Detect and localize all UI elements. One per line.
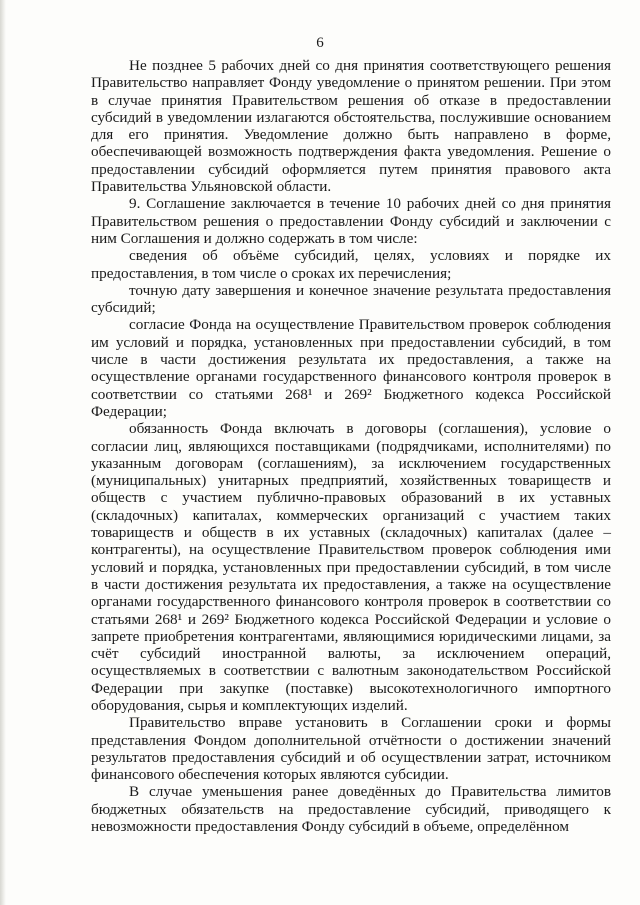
- paragraph-completion-date: точную дату завершения и конечное значение результата предоставления субсидий;: [91, 281, 611, 317]
- scan-edge-shadow: [0, 0, 6, 905]
- paragraph-reporting: Правительство вправе установить в Соглашении сроки и формы представления Фондом дополнительной отчётности о достижении значений результатов предоставления субсидий и об осуществлении затрат, источником финансового обеспечения которых являются субсидии.: [91, 714, 611, 784]
- document-body: [91, 57, 611, 835]
- paragraph-subsidy-info: сведения об объёме субсидий, целях, условиях и порядке их предоставления, в том числе о сроках их перечисления;: [91, 247, 611, 282]
- paragraph-fund-obligation: обязанность Фонда включать в договоры (соглашения), условие о согласии лиц, являющихся поставщиками (подрядчиками, исполнителями) по указанным договорам (соглашениям), за исключением государственных (муниципальных) унитарных предприятий, хозяйственных товариществ и обществ с участием публично-правовых образований в их уставных (складочных) капиталах, коммерческих организаций с участием таких товариществ и обществ в их уставных (складочных) капиталах (далее – контрагенты), на осуществление Правительством проверок соблюдения ими условий и порядка, установленных при предоставлении субсидий, в том числе в части достижения результата их предоставления, а также на осуществление органами государственного финансового контроля проверок в соответствии со статьями 268¹ и 269² Бюджетного кодекса Российской Федерации и условие о запрете приобретения контрагентами, являющимися юридическими лицами, за счёт субсидий иностранной валюты, за исключением операций, осуществляемых в соответствии с валютным законодательством Российской Федерации при закупке (поставке) высокотехнологичного импортного оборудования, сырья и комплектующих изделий.: [91, 420, 611, 714]
- page-number: 6: [316, 35, 324, 51]
- paragraph-fund-consent: согласие Фонда на осуществление Правительством проверок соблюдения им условий и порядка, установленных при предоставлении субсидий, в том числе в части достижения результата их предоставления, а также на осуществление органами государственного финансового контроля проверок в соответствии со статьями 268¹ и 269² Бюджетного кодекса Российской Федерации;: [91, 316, 611, 420]
- paragraph-reduction: В случае уменьшения ранее доведённых до Правительства лимитов бюджетных обязательств на предоставление субсидий, приводящего к невозможности предоставления Фонду субсидий в объеме, определённом: [91, 783, 611, 836]
- paragraph-notification: Не позднее 5 рабочих дней со дня принятия соответствующего решения Правительство направляет Фонду уведомление о принятом решении. При этом в случае принятия Правительством решения об отказе в предоставлении субсидий в уведомлении излагаются обстоятельства, послужившие основанием для его принятия. Уведомление должно быть направлено в форме, обеспечивающей возможность подтверждения факта уведомления. Решение о предоставлении субсидий оформляется путем принятия правового акта Правительства Ульяновской области.: [91, 57, 611, 196]
- paragraph-agreement: 9. Соглашение заключается в течение 10 рабочих дней со дня принятия Правительством решения о предоставлении Фонду субсидий и заключении с ним Соглашения и должно содержать в том числе:: [91, 195, 611, 247]
